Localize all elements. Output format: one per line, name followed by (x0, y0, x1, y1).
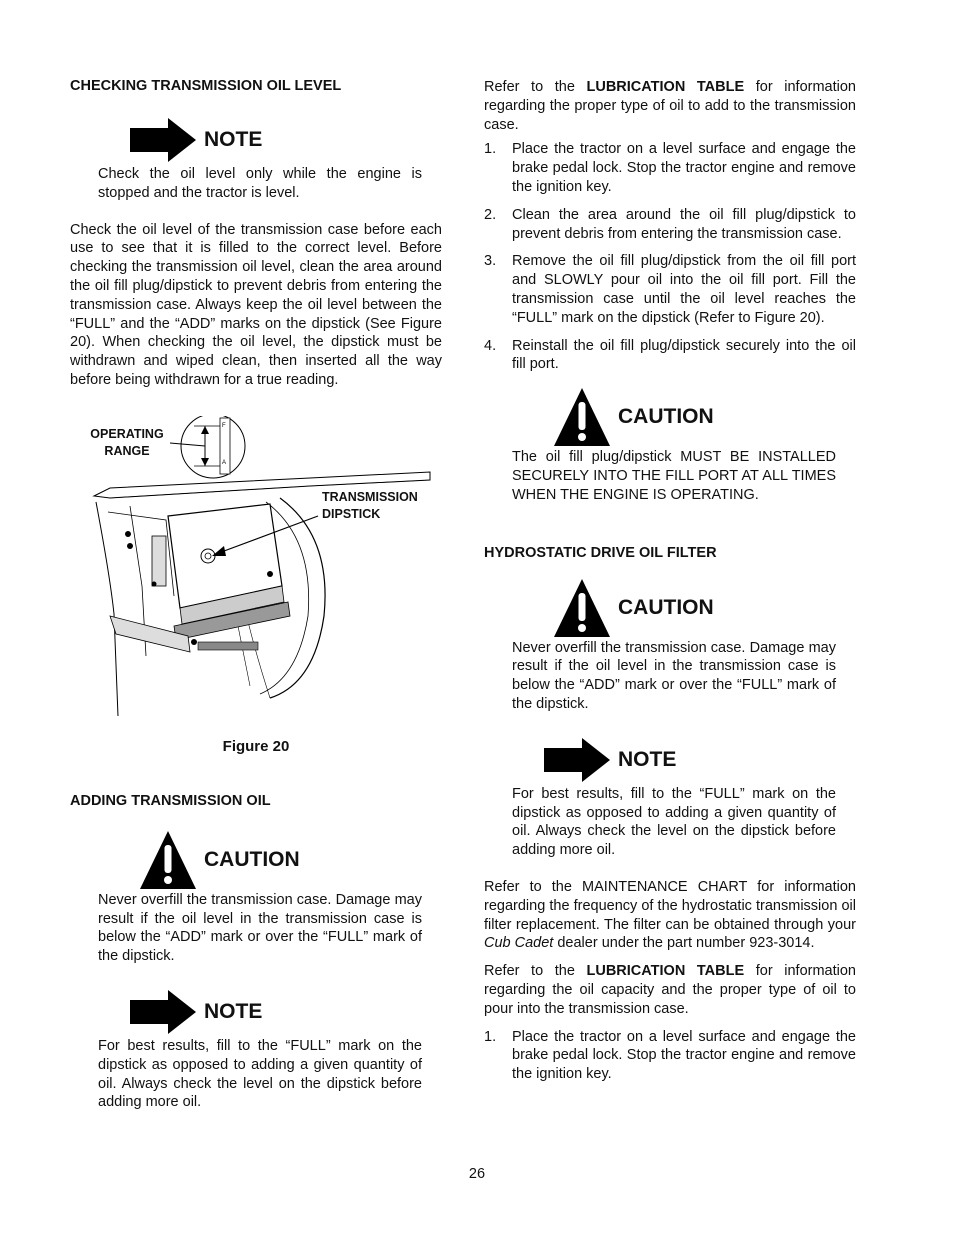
arrow-icon (544, 738, 610, 782)
steps-list (484, 1028, 856, 1084)
caution-title: CAUTION (618, 595, 714, 619)
arrow-icon (130, 990, 196, 1034)
caution-block (484, 579, 856, 637)
arrow-icon (130, 118, 196, 162)
note-title: NOTE (204, 128, 263, 151)
caution-block (70, 831, 442, 889)
body-paragraph: Refer to the MAINTENANCE CHART for information regarding the frequency of the hydrostatic transmission oil filter replacement. The filter can be obtained through your Cub Cadet dealer under the part number 923-3014. (484, 878, 856, 952)
caution-title: CAUTION (204, 847, 300, 871)
figure-20 (70, 416, 442, 716)
section-heading-checking: CHECKING TRANSMISSION OIL LEVEL (70, 78, 342, 94)
note-block (70, 118, 442, 162)
section-heading-adding: ADDING TRANSMISSION OIL (70, 792, 271, 809)
note-text: For best results, fill to the “FULL” mark on the dipstick as opposed to adding a given quantity of oil. Always check the level on the dipstick before adding more oil. (512, 785, 836, 859)
caution-text: Never overfill the transmission case. Damage may result if the oil level in the transmission case is below the “ADD” mark or over the “FULL” mark of the dipstick. (98, 891, 422, 965)
warning-icon (554, 579, 610, 637)
list-item: 1. Place the tractor on a level surface and engage the brake pedal lock. Stop the tractor engine and remove the ignition key. (484, 141, 856, 195)
figure-caption: Figure 20 (222, 737, 290, 755)
mark-full: F (222, 422, 226, 429)
body-paragraph: Refer to the LUBRICATION TABLE for information regarding the oil capacity and the proper type of oil to pour into the transmission case. (484, 963, 856, 1017)
caution-block (484, 388, 856, 446)
note-text: For best results, fill to the “FULL” mark on the dipstick as opposed to adding a given quantity of oil. Always check the level on the dipstick before adding more oil. (98, 1037, 422, 1111)
right-column (484, 78, 856, 1093)
note-text: Check the oil level only while the engine is stopped and the tractor is level. (98, 166, 422, 201)
warning-icon (140, 831, 196, 889)
caution-title: CAUTION (618, 405, 714, 429)
list-item: 3. Remove the oil fill plug/dipstick from the oil fill port and SLOWLY pour oil into the oil fill port. Fill the transmission case until the oil level reaches the “FULL” mark on the dipstick (Refer to Figure 20). (484, 253, 856, 326)
label-operating-range: OPERATING RANGE (90, 426, 164, 458)
body-paragraph: Check the oil level of the transmission case before each use to see that it is filled to the correct level. Before checking the transmission oil level, clean the area around the oil fill plug/dipstick to prevent debris from entering the transmission case. Always keep the oil level between the “FULL” and the “ADD” marks on the dipstick (See Figure 20). When checking the oil level, the dipstick must be withdrawn and wiped clean, then inserted all the way before being withdrawn for a true reading. (70, 221, 442, 388)
steps-list (484, 140, 856, 374)
mark-add: A (222, 459, 227, 466)
warning-icon (554, 388, 610, 446)
caution-text: The oil fill plug/dipstick MUST BE INSTALLED SECURELY INTO THE FILL PORT AT ALL TIMES WHEN THE ENGINE IS OPERATING. (512, 449, 836, 503)
section-heading-hydrostatic: HYDROSTATIC DRIVE OIL FILTER (484, 544, 717, 561)
list-item: 1. Place the tractor on a level surface and engage the brake pedal lock. Stop the tractor engine and remove the ignition key. (484, 1028, 856, 1083)
note-title: NOTE (618, 747, 677, 771)
list-item: 2. Clean the area around the oil fill plug/dipstick to prevent debris from entering the transmission case. (484, 206, 856, 242)
transmission-illustration (70, 416, 442, 716)
intro-paragraph: Refer to the LUBRICATION TABLE for information regarding the proper type of oil to add to the transmission case. (484, 79, 856, 133)
page-number: 26 (468, 1166, 486, 1182)
label-transmission-dipstick: TRANSMISSION DIPSTICK (322, 489, 418, 521)
note-block (70, 990, 442, 1034)
note-title: NOTE (204, 999, 263, 1023)
left-column (70, 78, 442, 1112)
caution-text: Never overfill the transmission case. Damage may result if the oil level in the transmission case is below the “ADD” mark or over the “FULL” mark of the dipstick. (512, 639, 836, 712)
note-block (484, 738, 856, 782)
list-item: 4. Reinstall the oil fill plug/dipstick securely into the oil fill port. (484, 337, 856, 373)
